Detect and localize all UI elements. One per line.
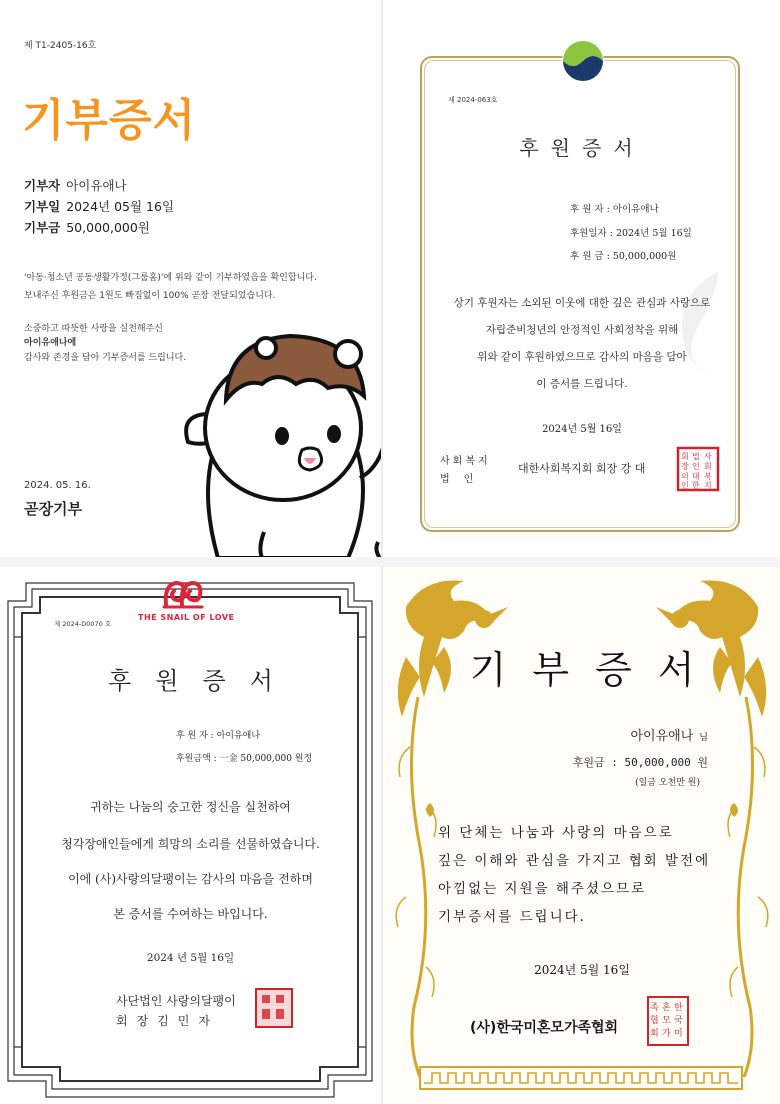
svg-text:족: 족 <box>650 1003 659 1013</box>
snail-logo-icon <box>160 575 206 613</box>
date-label: 후원일자 : <box>570 228 613 239</box>
svg-text:법: 법 <box>692 452 700 461</box>
body-line-1: 위 단체는 나눔과 사랑의 마음으로 <box>438 825 674 841</box>
svg-text:회: 회 <box>681 452 689 461</box>
body-line-3: 이에 (사)사랑의달팽이는 감사의 마음을 전하며 <box>68 872 313 886</box>
svg-text:대: 대 <box>692 472 700 481</box>
cert-title: 후원증서 <box>108 667 297 695</box>
body-line-4: 기부증서를 드립니다. <box>438 909 586 925</box>
amount-value: 50,000,000원 <box>66 220 150 235</box>
svg-text:협: 협 <box>650 1016 659 1026</box>
svg-text:가: 가 <box>662 1029 671 1039</box>
amount-row <box>570 248 676 262</box>
date-value: 2024년 05월 16일 <box>66 199 175 214</box>
footer-date: 2024. 05. 16. <box>24 480 91 491</box>
donor-label: 기부자 <box>24 178 61 193</box>
amount-korean: (일금 오천만 원) <box>635 778 700 788</box>
thanks-line-2: 감사와 존경을 담아 기부증서를 드립니다. <box>24 353 187 363</box>
donor-value: 아이유애나 <box>66 178 127 193</box>
certificate-kumfa <box>384 567 780 1104</box>
signer: 대한사회복지회 회장 강 대 <box>518 462 646 475</box>
date-row <box>24 197 174 215</box>
amount-value: 50,000,000원 <box>612 251 677 262</box>
amount-label: 후 원 금 : <box>570 251 610 262</box>
recipient-name: 아이유애나 <box>630 729 694 744</box>
confirm-line-1: '아동·청소년 공동생활가정(그룹홈)'에 위와 같이 기부하였음을 확인합니다. <box>24 273 317 283</box>
sponsor-label: 후 원 자 : <box>570 204 610 215</box>
amount-row <box>176 751 312 764</box>
svg-text:인: 인 <box>681 481 689 490</box>
amount-row <box>24 218 150 236</box>
body-line-1: 귀하는 나눔의 숭고한 정신을 실천하여 <box>90 800 291 814</box>
svg-text:회: 회 <box>704 462 712 471</box>
body-line-3: 위와 같이 후원하였으므로 감사의 마음을 담아 <box>477 351 687 363</box>
representative: 회장김민자 <box>116 1014 219 1028</box>
certificate-snail-of-love <box>0 567 381 1104</box>
cert-number: 제 2024-D0070 호 <box>54 620 112 628</box>
donor-row <box>24 176 127 194</box>
footer-brand: 곧장기부 <box>24 500 82 518</box>
issue-date: 2024년 5월 16일 <box>542 424 622 435</box>
org-name: 사단법인 사랑의달팽이 <box>116 994 236 1008</box>
recipient-row <box>631 725 709 744</box>
emblem-icon <box>560 38 606 84</box>
date-row <box>570 225 692 239</box>
svg-text:모: 모 <box>662 1016 671 1026</box>
red-seal-stamp <box>254 987 294 1029</box>
svg-text:미: 미 <box>674 1029 683 1039</box>
alpaca-mascot-illustration <box>178 318 381 557</box>
red-seal-stamp <box>676 446 720 492</box>
amount-label: 후원금액 : <box>176 754 217 764</box>
body-line-1: 상기 후원자는 소외된 이웃에 대한 깊은 관심과 사랑으로 <box>453 297 711 309</box>
logo-text: THE SNAIL OF LOVE <box>138 613 235 622</box>
org-type-line-1: 사회복지 <box>440 456 491 467</box>
amount: 후원금 : 50,000,000 원 <box>572 756 708 769</box>
body-line-2: 깊은 이해와 관심을 가지고 협회 발전에 <box>438 853 711 869</box>
sponsor-row <box>570 201 659 215</box>
cert-number: 제 2024-063호 <box>448 96 498 104</box>
thanks-line-1: 소중하고 따뜻한 사랑을 실천해주신 <box>24 324 163 334</box>
issue-date: 2024 년 5월 16일 <box>146 952 235 964</box>
cert-title: 후원증서 <box>519 136 645 160</box>
svg-text:사: 사 <box>704 452 712 461</box>
date-label: 기부일 <box>24 199 61 214</box>
cert-number: 제 T1-2405-16호 <box>24 41 97 51</box>
svg-text:회: 회 <box>650 1029 659 1039</box>
body-line-2: 자립준비청년의 안정적인 사회정착을 위해 <box>485 324 679 336</box>
svg-text:인: 인 <box>692 462 700 471</box>
panel-divider-horizontal <box>0 557 780 567</box>
body-line-3: 아낌없는 지원을 해주셨으므로 <box>438 881 647 897</box>
org-type-line-2: 법인 <box>440 474 488 485</box>
cert-title: 기부증서 <box>22 95 197 146</box>
body-line-2: 청각장애인들에게 희망의 소리를 선물하였습니다. <box>61 837 320 851</box>
sponsor-row <box>176 728 260 741</box>
sponsor-value: 아이유애나 <box>216 731 261 741</box>
svg-text:한: 한 <box>692 481 700 490</box>
confirm-line-2: 보내주신 후원금은 1원도 빠짐없이 100% 곧장 전달되었습니다. <box>24 291 276 301</box>
issue-date: 2024년 5월 16일 <box>534 963 630 977</box>
svg-text:국: 국 <box>674 1016 683 1026</box>
certificate-kswc <box>384 0 780 557</box>
amount-label: 기부금 <box>24 220 61 235</box>
sponsor-label: 후 원 자 : <box>176 731 214 741</box>
thanks-name: 아이유애나에 <box>24 338 77 348</box>
svg-text:지: 지 <box>704 481 712 490</box>
recipient-suffix: 님 <box>699 733 708 743</box>
amount-value: 一金 50,000,000 원정 <box>219 754 313 764</box>
panel-divider-vertical <box>381 0 383 1104</box>
org-name: (사)한국미혼모가족협회 <box>470 1020 619 1036</box>
cert-title: 기부증서 <box>469 648 721 692</box>
body-line-4: 본 증서를 수여하는 바입니다. <box>113 907 268 921</box>
svg-text:의: 의 <box>681 472 689 481</box>
red-seal-stamp <box>646 995 690 1047</box>
body-line-4: 이 증서를 드립니다. <box>536 378 628 390</box>
svg-text:한: 한 <box>674 1003 683 1013</box>
svg-text:혼: 혼 <box>662 1003 671 1013</box>
svg-text:복: 복 <box>704 472 712 481</box>
certificate-gojang <box>0 0 381 557</box>
sponsor-value: 아이유애나 <box>612 204 659 215</box>
date-value: 2024년 5월 16일 <box>615 228 692 239</box>
svg-text:장: 장 <box>681 462 689 471</box>
